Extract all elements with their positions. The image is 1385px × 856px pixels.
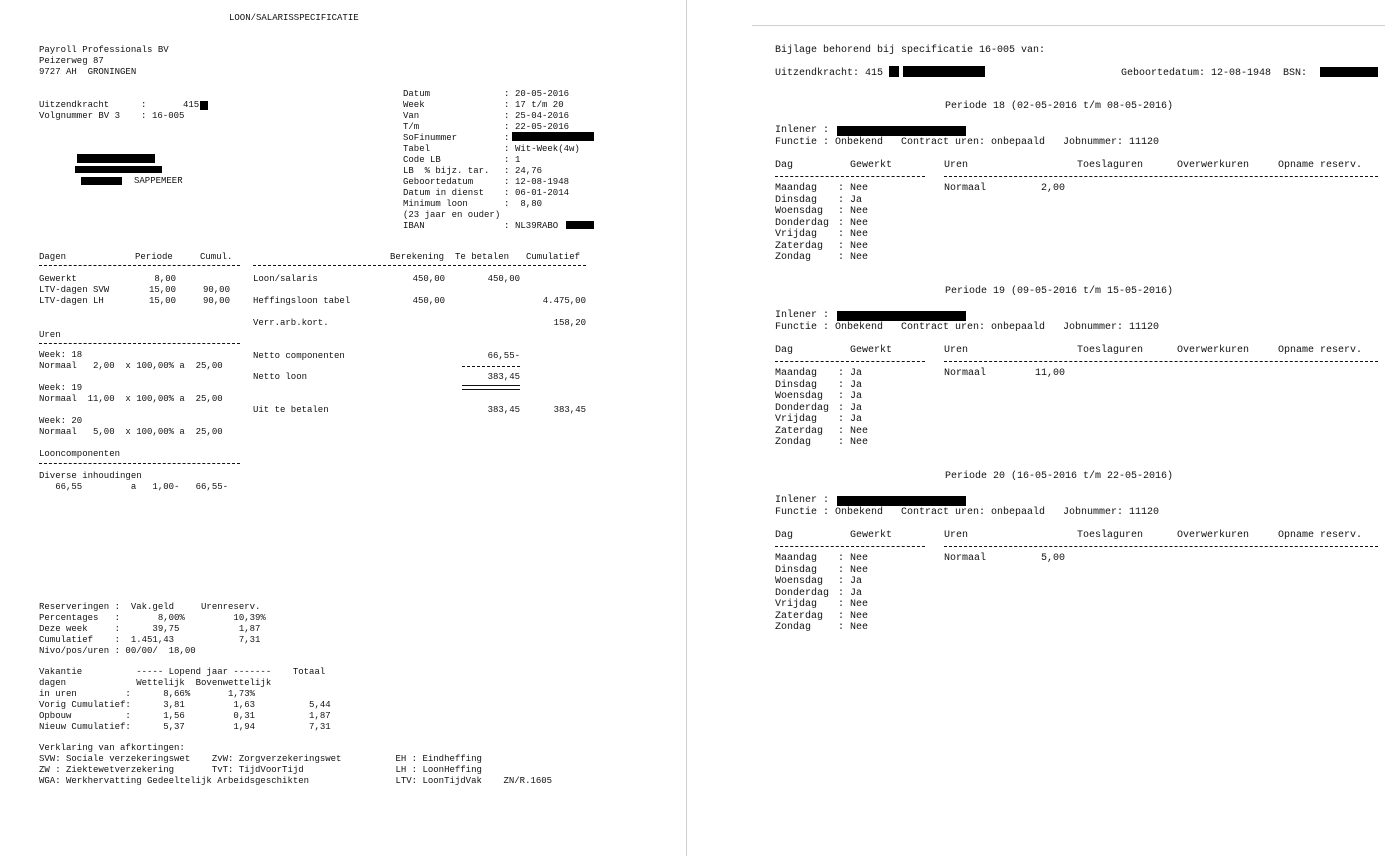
vakantie-line: Opbouw : 1,56 0,31 1,87 [39,711,331,721]
vakantie-line: Vakantie ----- Lopend jaar ------- Totaal [39,667,326,677]
redaction-box [77,154,155,163]
info-label: Tabel [403,144,431,154]
info-colon: : [504,133,510,143]
period-day-colon: : [838,229,845,240]
bijlage-uitzendkracht: Uitzendkracht: 415 [775,68,884,79]
period-day-gewerkt: Nee [850,610,869,622]
period-day-gewerkt: Ja [850,402,863,414]
period-day-gewerkt: Nee [850,217,869,229]
uren-week-label: Week: 19 [39,383,83,393]
info-colon: : [504,144,510,154]
period-day-gewerkt: Nee [850,183,869,194]
period-day-gewerkt: Nee [850,229,869,240]
redaction-box [566,221,594,229]
looncomponent-line: 66,55 a 1,00- 66,55- [39,482,229,492]
volgnummer-value: 16-005 [152,111,185,121]
period-day-gewerkt: Nee [850,564,869,576]
info-label: SoFinummer [403,133,458,143]
verklaring-line: ZW : Ziektewetverzekering TvT: TijdVoorTijd LH : LoonHeffing [39,765,482,775]
divider-line [775,361,925,362]
days-row-label: LTV-dagen SVW [39,285,110,295]
uitzendkracht-value: 415 [183,100,200,110]
days-row-label: LTV-dagen LH [39,296,104,306]
total-double-line [462,385,520,390]
divider-line [39,463,240,464]
calc-header-cumulatief: Cumulatief [526,252,581,262]
days-row-cumul: 90,00 [202,296,230,306]
period-day-colon: : [838,599,845,610]
col-uren: Uren [944,160,969,171]
volgnummer-colon: : [141,111,147,121]
inlener-label: Inlener : [775,310,830,321]
period-day-gewerkt: Nee [850,599,869,610]
period-day-name: Woensdag [775,206,824,217]
redaction-box [837,496,966,506]
info-value: 25-04-2016 [515,111,570,121]
col-overwerkuren: Overwerkuren [1177,345,1250,356]
period-day-colon: : [838,402,845,414]
period-day-colon: : [838,217,845,229]
col-toeslaguren: Toeslaguren [1077,345,1144,356]
period-day-name: Woensdag [775,576,824,587]
period-day-colon: : [838,414,845,425]
info-colon: : [504,188,510,198]
col-opname: Opname reserv. [1278,160,1363,171]
period-day-gewerkt: Ja [850,576,863,587]
calc-row-te-betalen: 450,00 [487,274,520,284]
days-header-periode: Periode [135,252,173,262]
period-day-colon: : [838,564,845,576]
company-name: Payroll Professionals BV [39,45,169,55]
reservering-line: Deze week : 39,75 1,87 [39,624,261,634]
uren-week-line: Normaal 11,00 x 100,00% a 25,00 [39,394,223,404]
col-uren: Uren [944,345,969,356]
period-day-gewerkt: Ja [850,379,863,391]
info-label: IBAN [403,221,425,231]
uren-week-line: Normaal 2,00 x 100,00% a 25,00 [39,361,223,371]
period-day-colon: : [838,368,845,379]
period-uren-label: Normaal [944,553,987,564]
calc-row-te-betalen: 66,55- [487,351,520,361]
redaction-box [889,66,899,77]
uitzendkracht-colon: : [141,100,147,110]
period-day-name: Zaterdag [775,610,824,622]
period-day-name: Vrijdag [775,414,818,425]
vakantie-line: in uren : 8,66% 1,73% [39,689,256,699]
info-colon: : [504,89,510,99]
redaction-box [903,66,985,77]
period-day-colon: : [838,206,845,217]
period-day-name: Zondag [775,437,812,448]
uren-week-label: Week: 20 [39,416,83,426]
period-day-gewerkt: Nee [850,252,869,263]
col-overwerkuren: Overwerkuren [1177,160,1250,171]
calc-row-cumulatief: 383,45 [553,405,586,415]
info-colon: : [504,221,510,231]
period-day-name: Zaterdag [775,425,824,437]
calc-row-cumulatief: 4.475,00 [542,296,586,306]
period-day-gewerkt: Nee [850,425,869,437]
period-day-name: Maandag [775,183,818,194]
period-day-name: Maandag [775,553,818,564]
col-gewerkt: Gewerkt [850,160,893,171]
redaction-box [837,126,966,136]
calc-row-cumulatief: 158,20 [553,318,586,328]
period-day-colon: : [838,240,845,252]
period-day-gewerkt: Nee [850,240,869,252]
uitzendkracht-label: Uitzendkracht [39,100,110,110]
calc-header-berekening: Berekening [390,252,445,262]
col-toeslaguren: Toeslaguren [1077,160,1144,171]
divider-line [39,343,240,344]
calc-row-label: Netto componenten [253,351,345,361]
days-row-periode: 8,00 [154,274,176,284]
period-day-colon: : [838,252,845,263]
period-day-name: Woensdag [775,391,824,402]
col-opname: Opname reserv. [1278,345,1363,356]
days-header-cumul: Cumul. [200,252,233,262]
col-toeslaguren: Toeslaguren [1077,530,1144,541]
info-value: 24,76 [515,166,543,176]
info-label: Week [403,100,425,110]
divider-line [944,176,1378,177]
bijlage-geboortedatum: Geboortedatum: 12-08-1948 BSN: [1121,68,1308,79]
functie-line: Functie : Onbekend Contract uren: onbepaald Jobnummer: 11120 [775,507,1160,518]
calc-row-label: Netto loon [253,372,308,382]
period-day-colon: : [838,194,845,206]
verklaring-line: SVW: Sociale verzekeringswet ZvW: Zorgverzekeringswet EH : Eindheffing [39,754,482,764]
info-label: (23 jaar en ouder) [403,210,501,220]
info-label: LB % bijz. tar. [403,166,490,176]
info-colon: : [504,122,510,132]
days-row-periode: 15,00 [148,285,176,295]
period-day-name: Donderdag [775,217,830,229]
info-value: 22-05-2016 [515,122,570,132]
period-day-gewerkt: Nee [850,206,869,217]
calc-header-te-betalen: Te betalen [455,252,510,262]
period-uren-value: 2,00 [1040,183,1065,194]
calc-row-te-betalen: 383,45 [487,405,520,415]
looncomponenten-title: Looncomponenten [39,449,121,459]
period-uren-label: Normaal [944,368,987,379]
bijlage-title: Bijlage behorend bij specificatie 16-005 van: [775,45,1046,56]
col-dag: Dag [775,530,794,541]
period-day-colon: : [838,379,845,391]
period-day-colon: : [838,587,845,599]
period-day-gewerkt: Nee [850,437,869,448]
reservering-line: Reserveringen : Vak.geld Urenreserv. [39,602,261,612]
period-day-name: Donderdag [775,587,830,599]
days-header-dagen: Dagen [39,252,67,262]
functie-line: Functie : Onbekend Contract uren: onbepaald Jobnummer: 11120 [775,322,1160,333]
verklaring-line: WGA: Werkhervatting Gedeeltelijk Arbeidsgeschikten LTV: LoonTijdVak ZN/R.1605 [39,776,553,786]
redaction-box [81,177,122,185]
period-uren-value: 5,00 [1040,553,1065,564]
info-colon: : [504,199,510,209]
days-row-cumul: 90,00 [202,285,230,295]
period-day-gewerkt: Ja [850,587,863,599]
divider-line [944,361,1378,362]
period-day-colon: : [838,391,845,402]
info-label: Code LB [403,155,441,165]
redaction-box [75,166,162,173]
calc-row-berekening: 450,00 [412,274,445,284]
info-value: 1 [515,155,521,165]
period-day-name: Zaterdag [775,240,824,252]
uren-week-label: Week: 18 [39,350,83,360]
period-day-colon: : [838,576,845,587]
document-title: LOON/SALARISSPECIFICATIE [229,13,359,23]
divider-line [944,546,1378,547]
looncomponent-label: Diverse inhoudingen [39,471,142,481]
divider-line [39,265,240,266]
calc-row-label: Loon/salaris [253,274,318,284]
period-day-name: Zondag [775,252,812,263]
period-day-name: Vrijdag [775,599,818,610]
info-colon: : [504,111,510,121]
info-colon: : [504,166,510,176]
col-dag: Dag [775,160,794,171]
info-colon: : [504,177,510,187]
inlener-label: Inlener : [775,495,830,506]
period-day-colon: : [838,437,845,448]
period-day-name: Maandag [775,368,818,379]
redaction-box [200,101,208,110]
col-gewerkt: Gewerkt [850,345,893,356]
period-day-colon: : [838,553,845,564]
reservering-line: Cumulatief : 1.451,43 7,31 [39,635,261,645]
info-value: 06-01-2014 [515,188,570,198]
info-colon: : [504,155,510,165]
vakantie-line: Nieuw Cumulatief: 5,37 1,94 7,31 [39,722,331,732]
vakantie-line: Vorig Cumulatief: 3,81 1,63 5,44 [39,700,331,710]
reservering-line: Nivo/pos/uren : 00/00/ 18,00 [39,646,196,656]
col-opname: Opname reserv. [1278,530,1363,541]
col-gewerkt: Gewerkt [850,530,893,541]
divider-line [775,176,925,177]
days-row-periode: 15,00 [148,296,176,306]
period-day-name: Dinsdag [775,379,818,391]
period-day-name: Zondag [775,622,812,633]
period-title: Periode 18 (02-05-2016 t/m 08-05-2016) [945,101,1174,112]
subtotal-line [462,366,520,367]
col-uren: Uren [944,530,969,541]
period-day-gewerkt: Ja [850,194,863,206]
company-street: Peizerweg 87 [39,56,104,66]
payslip-page [0,0,686,856]
info-label: Geboortedatum [403,177,474,187]
calc-row-label: Heffingsloon tabel [253,296,351,306]
info-value: 20-05-2016 [515,89,570,99]
col-dag: Dag [775,345,794,356]
calc-row-berekening: 450,00 [412,296,445,306]
period-day-gewerkt: Ja [850,414,863,425]
vakantie-line: dagen Wettelijk Bovenwettelijk [39,678,272,688]
functie-line: Functie : Onbekend Contract uren: onbepaald Jobnummer: 11120 [775,137,1160,148]
info-value: Wit-Week(4w) [515,144,580,154]
volgnummer-label: Volgnummer BV 3 [39,111,121,121]
period-day-name: Donderdag [775,402,830,414]
divider-line [253,265,586,266]
period-title: Periode 20 (16-05-2016 t/m 22-05-2016) [945,471,1174,482]
redaction-box [1320,67,1378,77]
reservering-line: Percentages : 8,00% 10,39% [39,613,266,623]
period-day-gewerkt: Ja [850,368,863,379]
calc-row-label: Verr.arb.kort. [253,318,329,328]
redaction-box [512,132,594,141]
uren-title: Uren [39,330,61,340]
divider-line [775,546,925,547]
period-day-gewerkt: Nee [850,553,869,564]
calc-row-label: Uit te betalen [253,405,329,415]
inlener-label: Inlener : [775,125,830,136]
info-value: 8,80 [515,199,543,209]
info-label: Minimum loon [403,199,468,209]
days-row-label: Gewerkt [39,274,77,284]
period-day-name: Dinsdag [775,564,818,576]
period-day-colon: : [838,183,845,194]
bijlage-page [687,0,1385,856]
period-uren-value: 11,00 [1034,368,1065,379]
period-day-colon: : [838,610,845,622]
period-day-gewerkt: Nee [850,622,869,633]
verklaring-title: Verklaring van afkortingen: [39,743,185,753]
info-label: Datum in dienst [403,188,485,198]
info-value: 17 t/m 20 [515,100,564,110]
uren-week-line: Normaal 5,00 x 100,00% a 25,00 [39,427,223,437]
redaction-box [837,311,966,321]
info-label: T/m [403,122,420,132]
info-value: NL39RABO [515,221,559,231]
info-colon: : [504,100,510,110]
info-label: Datum [403,89,431,99]
info-value: 12-08-1948 [515,177,570,187]
period-day-colon: : [838,622,845,633]
calc-row-te-betalen: 383,45 [487,372,520,382]
period-day-colon: : [838,425,845,437]
address-city: SAPPEMEER [134,176,183,186]
period-day-gewerkt: Ja [850,391,863,402]
period-uren-label: Normaal [944,183,987,194]
info-label: Van [403,111,420,121]
company-city: 9727 AH GRONINGEN [39,67,137,77]
period-day-name: Dinsdag [775,194,818,206]
period-title: Periode 19 (09-05-2016 t/m 15-05-2016) [945,286,1174,297]
col-overwerkuren: Overwerkuren [1177,530,1250,541]
period-day-name: Vrijdag [775,229,818,240]
